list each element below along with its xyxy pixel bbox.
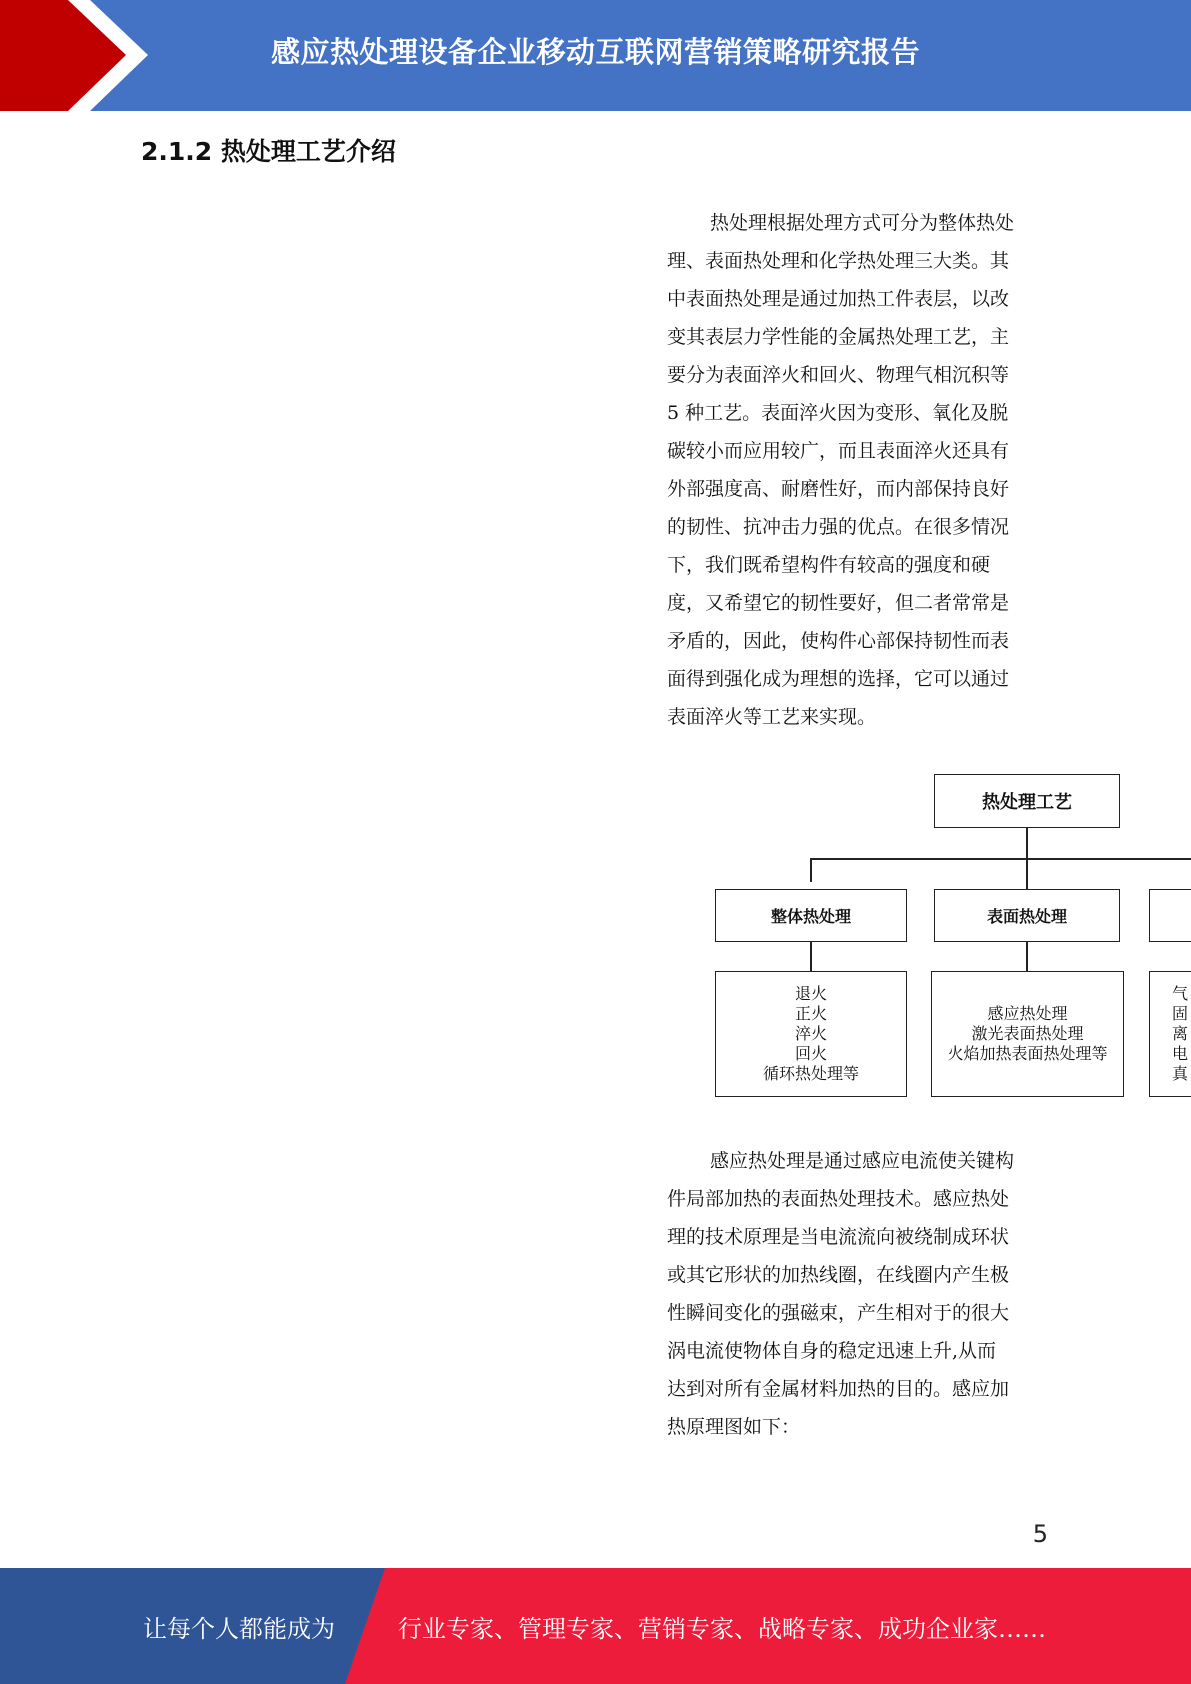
text-line: 5 种工艺。表面淬火因为变形、氧化及脱 bbox=[667, 402, 1009, 424]
text-line: 外部强度高、耐磨性好，而内部保持良好 bbox=[667, 478, 1010, 500]
text-line: 热处理根据处理方式可分为整体热处 bbox=[710, 212, 1015, 234]
category-label: 整体热处理 bbox=[770, 907, 851, 926]
text-line: 变其表层力学性能的金属热处理工艺，主 bbox=[667, 326, 1010, 348]
connector-line bbox=[1026, 942, 1028, 972]
heat-treatment-diagram bbox=[700, 765, 1191, 1105]
text-line: 中表面热处理是通过加热工件表层，以改 bbox=[667, 288, 1010, 310]
connector-line bbox=[810, 858, 812, 882]
text-line: 矛盾的，因此，使构件心部保持韧性而表 bbox=[667, 630, 1010, 652]
item-label: 正火 bbox=[794, 1004, 827, 1023]
footer-banner bbox=[0, 1568, 1191, 1684]
section-heading: 2.1.2 热处理工艺介绍 bbox=[141, 137, 396, 166]
text-line: 达到对所有金属材料加热的目的。感应加 bbox=[667, 1378, 1010, 1400]
third-items-box bbox=[1149, 971, 1191, 1097]
footer-slogan-right: 行业专家、管理专家、营销专家、战略专家、成功企业家…… bbox=[398, 1614, 1046, 1643]
footer-slogan-left: 让每个人都能成为 bbox=[143, 1614, 335, 1643]
item-label: 气 bbox=[1172, 984, 1189, 1003]
item-label: 循环热处理等 bbox=[762, 1064, 859, 1083]
body-paragraph-2 bbox=[667, 1142, 1045, 1446]
text-line: 理的技术原理是当电流流向被绕制成环状 bbox=[667, 1226, 1010, 1248]
category-node-third bbox=[1149, 889, 1191, 942]
body-paragraph-1 bbox=[667, 204, 1045, 736]
text-line: 理、表面热处理和化学热处理三大类。其 bbox=[667, 250, 1010, 272]
text-line: 要分为表面淬火和回火、物理气相沉积等 bbox=[667, 364, 1010, 386]
text-line: 感应热处理是通过感应电流使关键构 bbox=[710, 1150, 1015, 1172]
item-label: 真 bbox=[1172, 1064, 1189, 1083]
diagram-root-node bbox=[934, 774, 1120, 828]
item-label: 回火 bbox=[794, 1044, 827, 1063]
surface-items-box bbox=[931, 971, 1124, 1097]
root-label: 热处理工艺 bbox=[982, 792, 1072, 813]
category-label: 表面热处理 bbox=[986, 907, 1067, 926]
item-label: 火焰加热表面热处理等 bbox=[947, 1044, 1108, 1063]
text-line: 表面淬火等工艺来实现。 bbox=[667, 706, 877, 728]
category-node-overall bbox=[715, 889, 907, 942]
text-line: 热原理图如下： bbox=[667, 1416, 801, 1438]
text-line: 碳较小而应用较广，而且表面淬火还具有 bbox=[667, 440, 1010, 462]
category-node-surface bbox=[934, 889, 1120, 942]
text-line: 件局部加热的表面热处理技术。感应热处 bbox=[667, 1188, 1010, 1210]
item-label: 退火 bbox=[794, 984, 827, 1003]
item-label: 淬火 bbox=[794, 1024, 827, 1043]
connector-line bbox=[810, 942, 812, 972]
header-banner bbox=[0, 0, 1191, 111]
connector-line bbox=[810, 858, 1191, 860]
text-line: 或其它形状的加热线圈，在线圈内产生极 bbox=[667, 1264, 1010, 1286]
page-number: 5 bbox=[1032, 1520, 1048, 1548]
text-line: 涡电流使物体自身的稳定迅速上升,从而 bbox=[667, 1340, 997, 1362]
text-line: 面得到强化成为理想的选择，它可以通过 bbox=[667, 668, 1010, 690]
item-label: 固 bbox=[1172, 1004, 1189, 1023]
item-label: 激光表面热处理 bbox=[971, 1024, 1084, 1043]
item-label: 感应热处理 bbox=[987, 1004, 1068, 1023]
document-title: 感应热处理设备企业移动互联网营销策略研究报告 bbox=[270, 34, 920, 69]
text-line: 下，我们既希望构件有较高的强度和硬 bbox=[667, 554, 991, 576]
text-line: 度，又希望它的韧性要好，但二者常常是 bbox=[667, 592, 1010, 614]
item-label: 电 bbox=[1172, 1044, 1189, 1063]
overall-items-box bbox=[715, 971, 907, 1097]
text-line: 性瞬间变化的强磁束，产生相对于的很大 bbox=[667, 1302, 1010, 1324]
text-line: 的韧性、抗冲击力强的优点。在很多情况 bbox=[667, 516, 1010, 538]
item-label: 离 bbox=[1172, 1024, 1189, 1043]
